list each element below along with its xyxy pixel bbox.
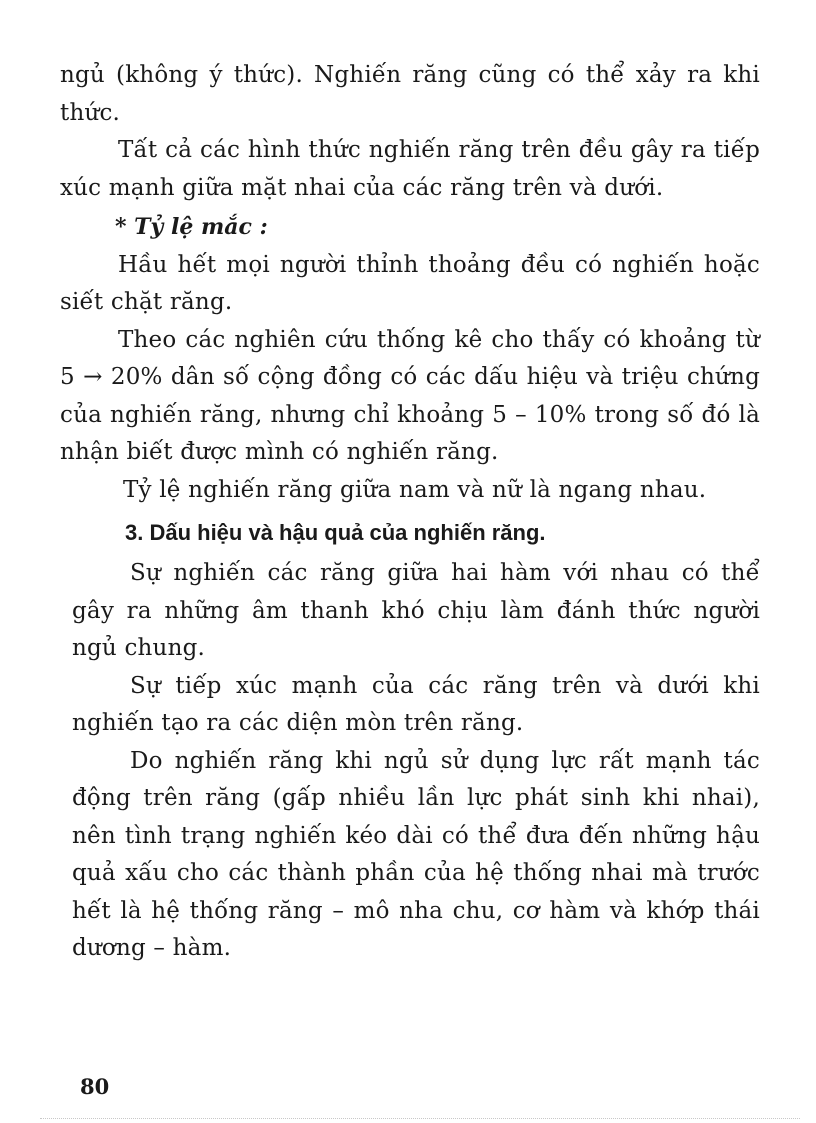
scan-edge-divider bbox=[40, 1118, 800, 1119]
paragraph-all-forms: Tất cả các hình thức nghiến răng trên đều gây ra tiếp xúc mạnh giữa mặt nhai của các răng trên và dưới. bbox=[60, 137, 760, 201]
subheading-prevalence: * Tỷ lệ mắc : bbox=[115, 214, 268, 240]
body-text bbox=[60, 57, 760, 968]
paragraph-continuation: ngủ (không ý thức). Nghiến răng cũng có thể xảy ra khi thức. bbox=[60, 62, 760, 126]
paragraph-most-people: Hầu hết mọi người thỉnh thoảng đều có nghiến hoặc siết chặt răng. bbox=[60, 251, 760, 315]
paragraph-gender-ratio: Tỷ lệ nghiến răng giữa nam và nữ là ngang nhau. bbox=[123, 476, 707, 503]
paragraph-statistics: Theo các nghiên cứu thống kê cho thấy có khoảng từ 5 → 20% dân số cộng đồng có các dấu hiệu và triệu chứng của nghiến răng, nhưng chỉ khoảng 5 – 10% trong số đó là nhận biết được mình có nghiến răng. bbox=[60, 326, 760, 465]
page-number: 80 bbox=[80, 1074, 110, 1099]
paragraph-consequences: Do nghiến răng khi ngủ sử dụng lực rất mạnh tác động trên răng (gấp nhiều lần lực phát sinh khi nhai), nên tình trạng nghiến kéo dài có thể đưa đến những hậu quả xấu cho các thành phần của hệ thống nhai mà trước hết là hệ thống răng – mô nha chu, cơ hàm và khớp thái dương – hàm. bbox=[72, 747, 760, 961]
paragraph-wear-facets: Sự tiếp xúc mạnh của các răng trên và dưới khi nghiến tạo ra các diện mòn trên răng. bbox=[72, 672, 760, 736]
paragraph-sounds: Sự nghiến các răng giữa hai hàm với nhau có thể gây ra những âm thanh khó chịu làm đánh thức người ngủ chung. bbox=[72, 560, 760, 661]
section-heading: 3. Dấu hiệu và hậu quả của nghiến răng. bbox=[125, 520, 546, 545]
